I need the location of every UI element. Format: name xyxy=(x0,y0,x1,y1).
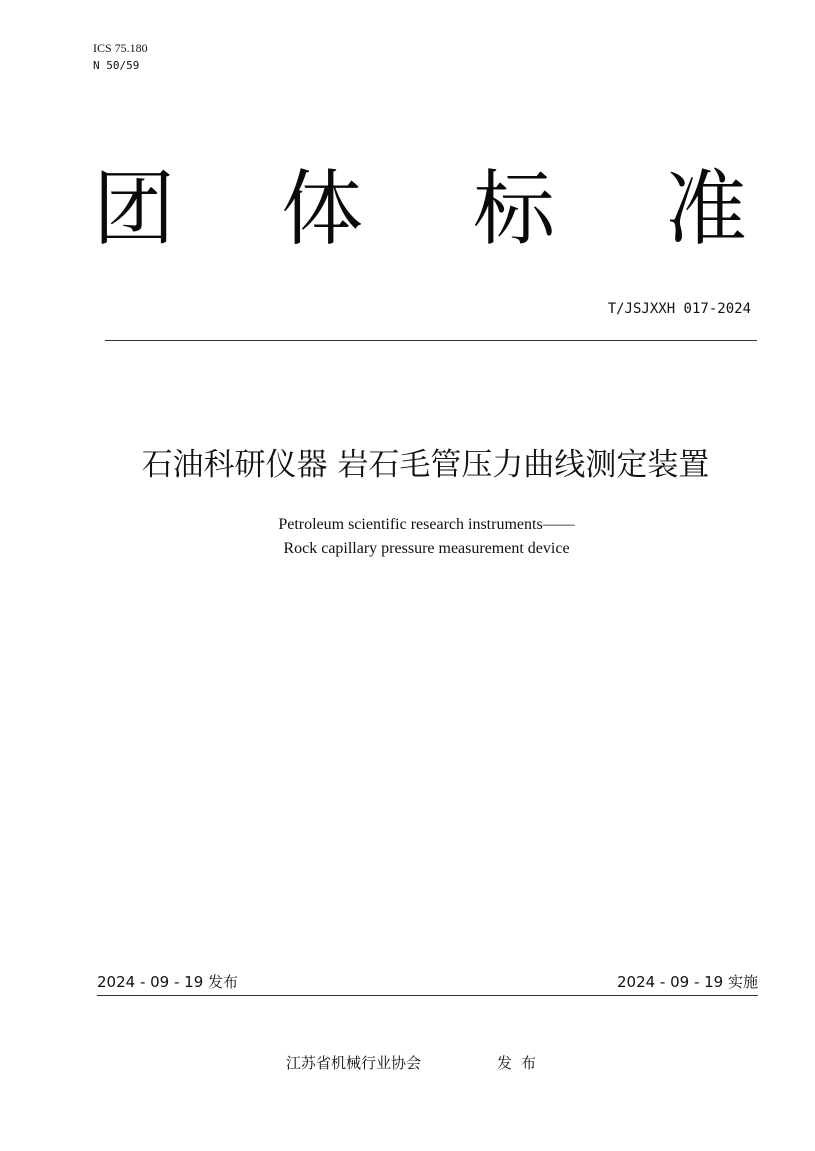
header-divider xyxy=(105,340,757,341)
standard-type-char: 标 xyxy=(473,162,556,257)
standard-type-heading xyxy=(93,160,753,260)
standard-number: T/JSJXXH 017-2024 xyxy=(607,301,751,317)
issuing-organization: 江苏省机械行业协会 xyxy=(286,1054,422,1072)
document-title-en-line2: Rock capillary pressure measurement device xyxy=(283,540,570,557)
standard-type-char: 准 xyxy=(665,162,748,257)
footer-divider xyxy=(97,995,758,996)
implement-date: 2024 - 09 - 19 实施 xyxy=(616,973,758,991)
document-title-zh: 石油科研仪器 岩石毛管压力曲线测定装置 xyxy=(141,447,710,483)
publish-date: 2024 - 09 - 19 发布 xyxy=(97,973,239,991)
standard-type-char: 团 xyxy=(93,162,176,257)
document-title-en xyxy=(0,513,815,561)
ccs-code: N 50/59 xyxy=(93,59,140,72)
standard-type-char: 体 xyxy=(281,162,364,257)
issue-label: 发布 xyxy=(497,1054,546,1072)
ics-code: ICS 75.180 xyxy=(93,41,148,55)
document-title-en-line1: Petroleum scientific research instruments—— xyxy=(278,516,575,533)
